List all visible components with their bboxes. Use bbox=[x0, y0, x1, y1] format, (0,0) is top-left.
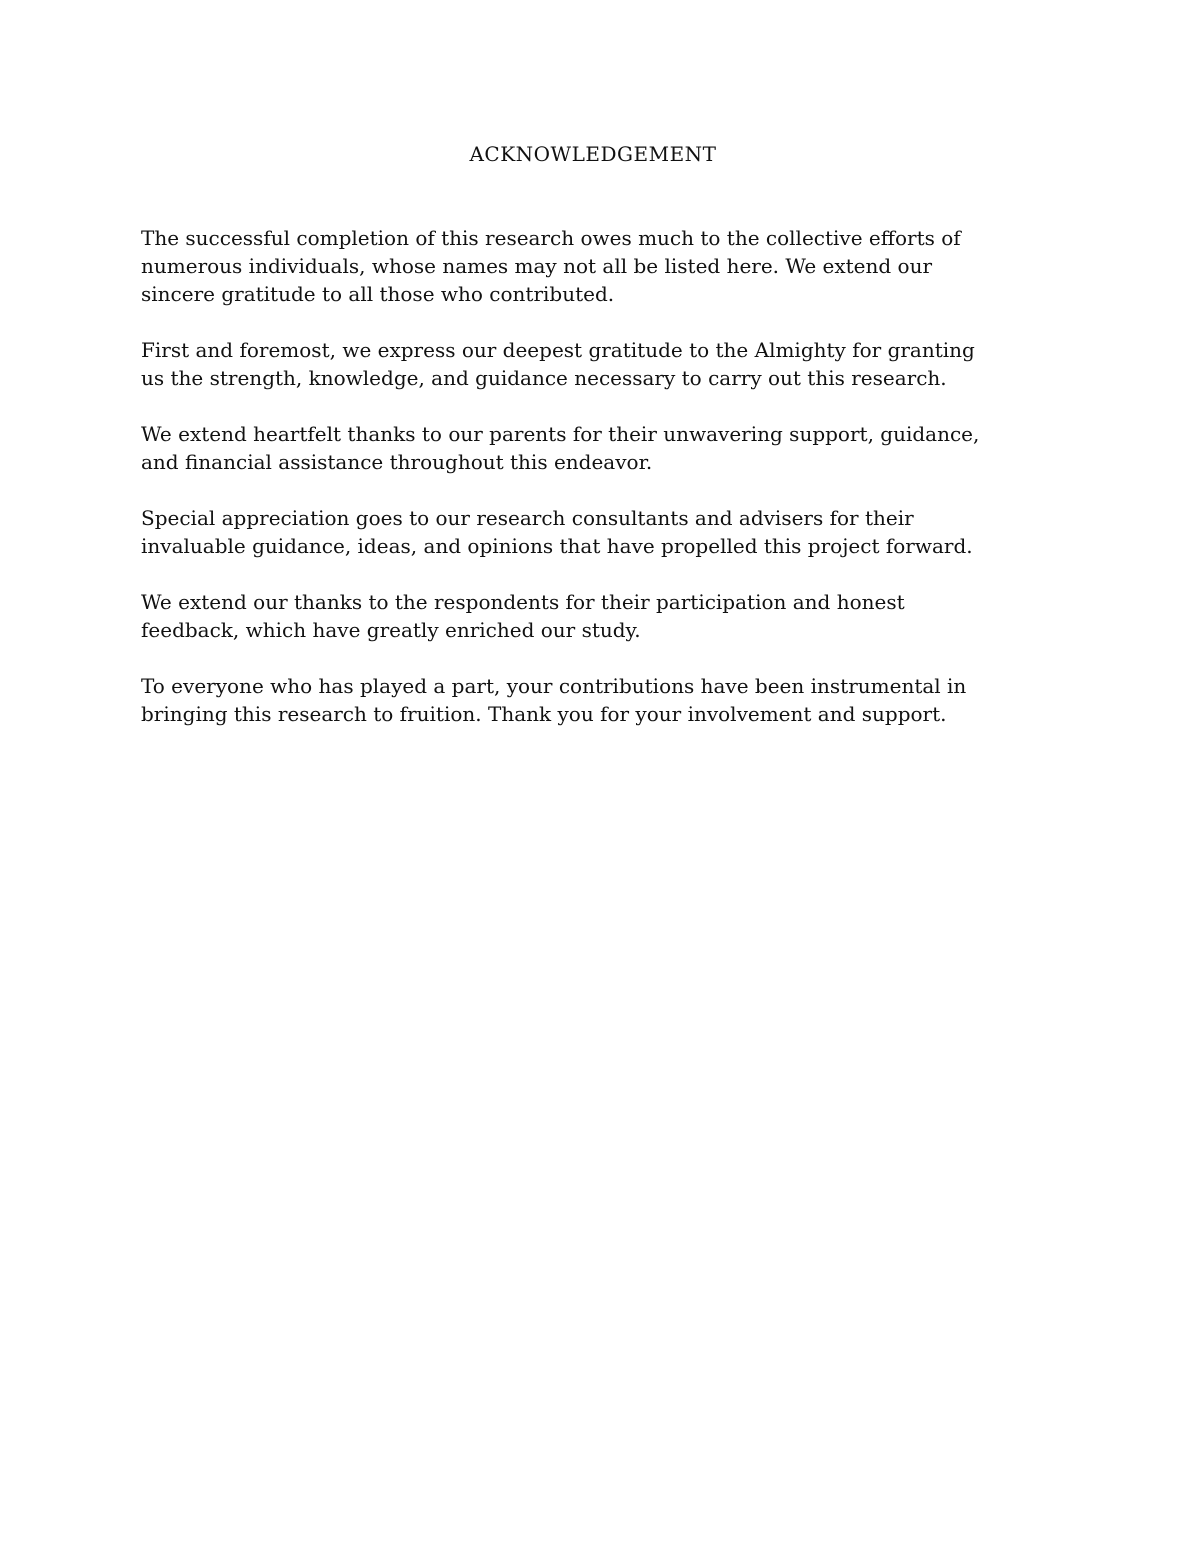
paragraph-advisers bbox=[141, 504, 1071, 560]
paragraph-respondents bbox=[141, 588, 1071, 644]
paragraph-line: numerous individuals, whose names may not all be listed here. We extend our bbox=[141, 254, 933, 278]
paragraph-intro bbox=[141, 224, 1071, 308]
document-title: ACKNOWLEDGEMENT bbox=[469, 142, 717, 166]
paragraph-line: To everyone who has played a part, your contributions have been instrumental in bbox=[141, 674, 967, 698]
paragraph-line: We extend our thanks to the respondents for their participation and honest bbox=[141, 590, 905, 614]
acknowledgement-body bbox=[141, 224, 1071, 756]
paragraph-line: sincere gratitude to all those who contributed. bbox=[141, 282, 615, 306]
paragraph-closing bbox=[141, 672, 1071, 728]
paragraph-line: us the strength, knowledge, and guidance necessary to carry out this research. bbox=[141, 366, 947, 390]
paragraph-line: First and foremost, we express our deepest gratitude to the Almighty for granting bbox=[141, 338, 975, 362]
paragraph-line: bringing this research to fruition. Thank you for your involvement and support. bbox=[141, 702, 947, 726]
paragraph-line: Special appreciation goes to our research consultants and advisers for their bbox=[141, 506, 914, 530]
paragraph-parents bbox=[141, 420, 1071, 476]
paragraph-line: and financial assistance throughout this endeavor. bbox=[141, 450, 653, 474]
paragraph-line: The successful completion of this research owes much to the collective efforts of bbox=[141, 226, 961, 250]
paragraph-line: feedback, which have greatly enriched our study. bbox=[141, 618, 641, 642]
paragraph-line: We extend heartfelt thanks to our parents for their unwavering support, guidance, bbox=[141, 422, 980, 446]
paragraph-line: invaluable guidance, ideas, and opinions that have propelled this project forward. bbox=[141, 534, 973, 558]
paragraph-almighty bbox=[141, 336, 1071, 392]
